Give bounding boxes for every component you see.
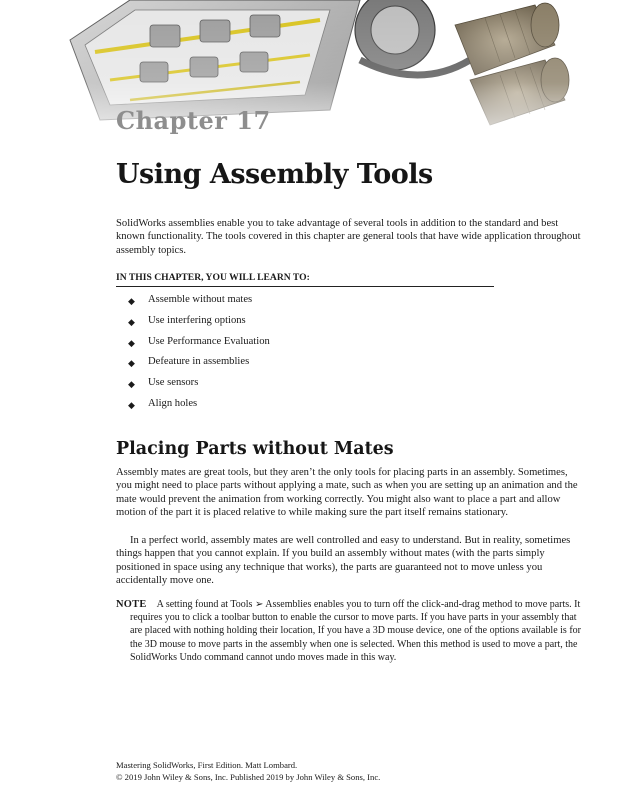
diamond-icon: ◆ <box>128 316 135 327</box>
footer-line-1: Mastering SolidWorks, First Edition. Matt Lombard. <box>116 760 298 770</box>
list-item: ◆ Use sensors <box>128 377 199 390</box>
section-heading: Placing Parts without Mates <box>116 439 394 459</box>
diamond-icon: ◆ <box>128 399 135 410</box>
list-item: ◆ Align holes <box>128 397 198 410</box>
note-label: NOTE <box>116 599 147 610</box>
diamond-icon: ◆ <box>128 358 135 369</box>
footer-line-2: © 2019 John Wiley & Sons, Inc. Published 2019 by John Wiley & Sons, Inc. <box>116 772 381 783</box>
list-item: ◆ Use Performance Evaluation <box>128 335 270 348</box>
list-item: ◆ Assemble without mates <box>128 294 253 306</box>
learning-objectives-list <box>128 294 270 419</box>
learn-heading: IN THIS CHAPTER, YOU WILL LEARN TO: <box>116 272 494 287</box>
chapter-label: Chapter 17 <box>116 106 271 135</box>
intro-paragraph: SolidWorks assemblies enable you to take advantage of several tools in addition to the standard and best known functionality. The tools covered in this chapter are general tools that have wide application throughout assembly topics. <box>116 218 581 256</box>
list-item: ◆ Defeature in assemblies <box>128 356 250 369</box>
body-paragraph-1: Assembly mates are great tools, but they aren’t the only tools for placing parts in an assembly. Sometimes, you might need to place parts without applying a mate, such as when you are setting up an animation and the mate would prevent the animation from working correctly. You might also want to place a part and allow motion of the part it is placed relative to while making sure the part itself remains stationary. <box>116 467 578 519</box>
copyright-footer <box>116 759 380 783</box>
engine-illustration <box>0 0 636 150</box>
note-text: A setting found at Tools ➢ Assemblies enables you to turn off the click-and-drag method to move parts. It requires you to click a toolbar button to enable the cursor to move parts. If you have parts in your assembly that are placed with nothing holding their location, If you have a 3D mouse device, one of the options available is for the 3D mouse to move parts in the assembly when one is selected. When this method is used to move a part, the SolidWorks Undo command cannot undo moves made in this way. <box>130 599 581 663</box>
diamond-icon: ◆ <box>128 337 135 348</box>
body-paragraph-2: In a perfect world, assembly mates are well controlled and easy to understand. But in reality, sometimes things happen that you cannot explain. If you build an assembly without mates (with the parts simply positioned in space using any technique that works), the parts are guaranteed not to move unless you accidentally move one. <box>116 535 571 587</box>
diamond-icon: ◆ <box>128 296 135 306</box>
chapter-title: Using Assembly Tools <box>116 159 433 190</box>
list-item: ◆ Use interfering options <box>128 314 246 327</box>
diamond-icon: ◆ <box>128 379 135 390</box>
note-block <box>116 598 586 664</box>
